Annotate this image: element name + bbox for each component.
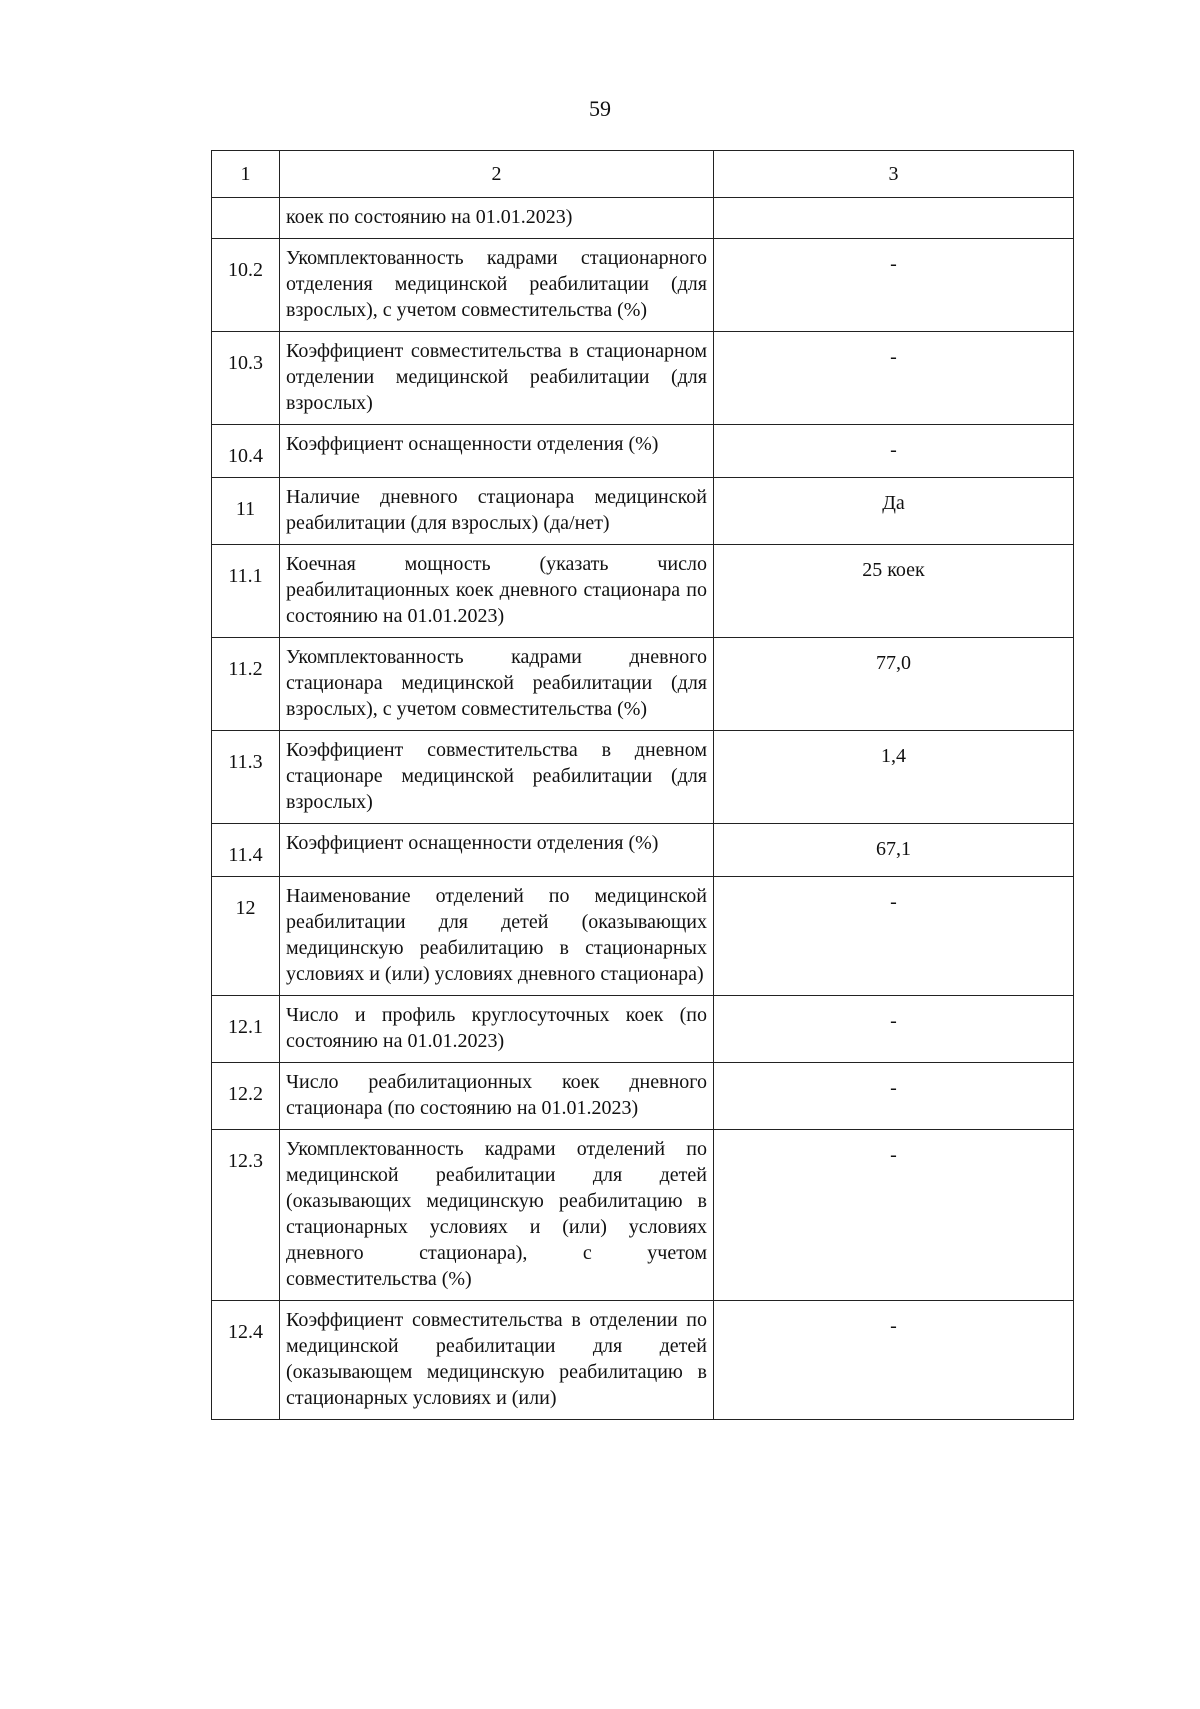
row-number-cell: 12.4: [212, 1301, 280, 1420]
row-description-cell: Число реабилитационных коек дневного стационара (по состоянию на 01.01.2023): [280, 1063, 714, 1130]
table-row: [212, 638, 1074, 731]
table-row: [212, 239, 1074, 332]
row-number-cell: [212, 198, 280, 239]
data-table: [211, 150, 1074, 1420]
table-row: [212, 1063, 1074, 1130]
row-value-cell: Да: [714, 478, 1074, 545]
table-row: [212, 332, 1074, 425]
row-description-cell: Коэффициент совместительства в отделении по медицинской реабилитации для детей (оказывающем медицинскую реабилитацию в стационарных условиях и (или): [280, 1301, 714, 1420]
row-value-cell: -: [714, 1130, 1074, 1301]
row-description-cell: Наличие дневного стационара медицинской реабилитации (для взрослых) (да/нет): [280, 478, 714, 545]
table-row: [212, 545, 1074, 638]
table-row: [212, 877, 1074, 996]
row-number-cell: 11.1: [212, 545, 280, 638]
row-value-cell: 67,1: [714, 824, 1074, 877]
row-description-cell: Коечная мощность (указать число реабилитационных коек дневного стационара по состоянию на 01.01.2023): [280, 545, 714, 638]
table-row: [212, 731, 1074, 824]
row-description-cell: Число и профиль круглосуточных коек (по состоянию на 01.01.2023): [280, 996, 714, 1063]
row-value-cell: -: [714, 1301, 1074, 1420]
row-description-cell: Укомплектованность кадрами отделений по медицинской реабилитации для детей (оказывающих медицинскую реабилитацию в стационарных условиях и (или) условиях дневного стационара), с учетом совместительства (%): [280, 1130, 714, 1301]
row-description-cell: Коэффициент оснащенности отделения (%): [280, 824, 714, 877]
row-number-cell: 12.1: [212, 996, 280, 1063]
page-number: 59: [589, 96, 611, 121]
row-description-cell: коек по состоянию на 01.01.2023): [280, 198, 714, 239]
row-description-cell: Коэффициент оснащенности отделения (%): [280, 425, 714, 478]
row-description-cell: Коэффициент совместительства в стационарном отделении медицинской реабилитации (для взрослых): [280, 332, 714, 425]
row-description-cell: Укомплектованность кадрами дневного стационара медицинской реабилитации (для взрослых), с учетом совместительства (%): [280, 638, 714, 731]
row-number-cell: 11: [212, 478, 280, 545]
row-description-cell: Коэффициент совместительства в дневном стационаре медицинской реабилитации (для взрослых): [280, 731, 714, 824]
header-cell-3: 3: [714, 151, 1074, 198]
row-number-cell: 12.3: [212, 1130, 280, 1301]
table-header-row: [212, 151, 1074, 198]
row-value-cell: -: [714, 877, 1074, 996]
row-number-cell: 10.4: [212, 425, 280, 478]
row-value-cell: [714, 198, 1074, 239]
row-number-cell: 11.3: [212, 731, 280, 824]
header-cell-1: 1: [212, 151, 280, 198]
row-description-cell: Укомплектованность кадрами стационарного отделения медицинской реабилитации (для взрослых), с учетом совместительства (%): [280, 239, 714, 332]
header-cell-2: 2: [280, 151, 714, 198]
row-description-cell: Наименование отделений по медицинской реабилитации для детей (оказывающих медицинскую реабилитацию в стационарных условиях и (или) условиях дневного стационара): [280, 877, 714, 996]
row-number-cell: 10.3: [212, 332, 280, 425]
table-row: [212, 478, 1074, 545]
row-value-cell: 77,0: [714, 638, 1074, 731]
row-value-cell: 1,4: [714, 731, 1074, 824]
row-number-cell: 11.4: [212, 824, 280, 877]
table-row: [212, 198, 1074, 239]
table-row: [212, 996, 1074, 1063]
row-number-cell: 12: [212, 877, 280, 996]
table-row: [212, 1130, 1074, 1301]
row-value-cell: 25 коек: [714, 545, 1074, 638]
table-row: [212, 425, 1074, 478]
row-value-cell: -: [714, 425, 1074, 478]
row-number-cell: 11.2: [212, 638, 280, 731]
row-value-cell: -: [714, 1063, 1074, 1130]
row-number-cell: 12.2: [212, 1063, 280, 1130]
table-row: [212, 1301, 1074, 1420]
row-number-cell: 10.2: [212, 239, 280, 332]
table-row: [212, 824, 1074, 877]
row-value-cell: -: [714, 996, 1074, 1063]
row-value-cell: -: [714, 239, 1074, 332]
row-value-cell: -: [714, 332, 1074, 425]
